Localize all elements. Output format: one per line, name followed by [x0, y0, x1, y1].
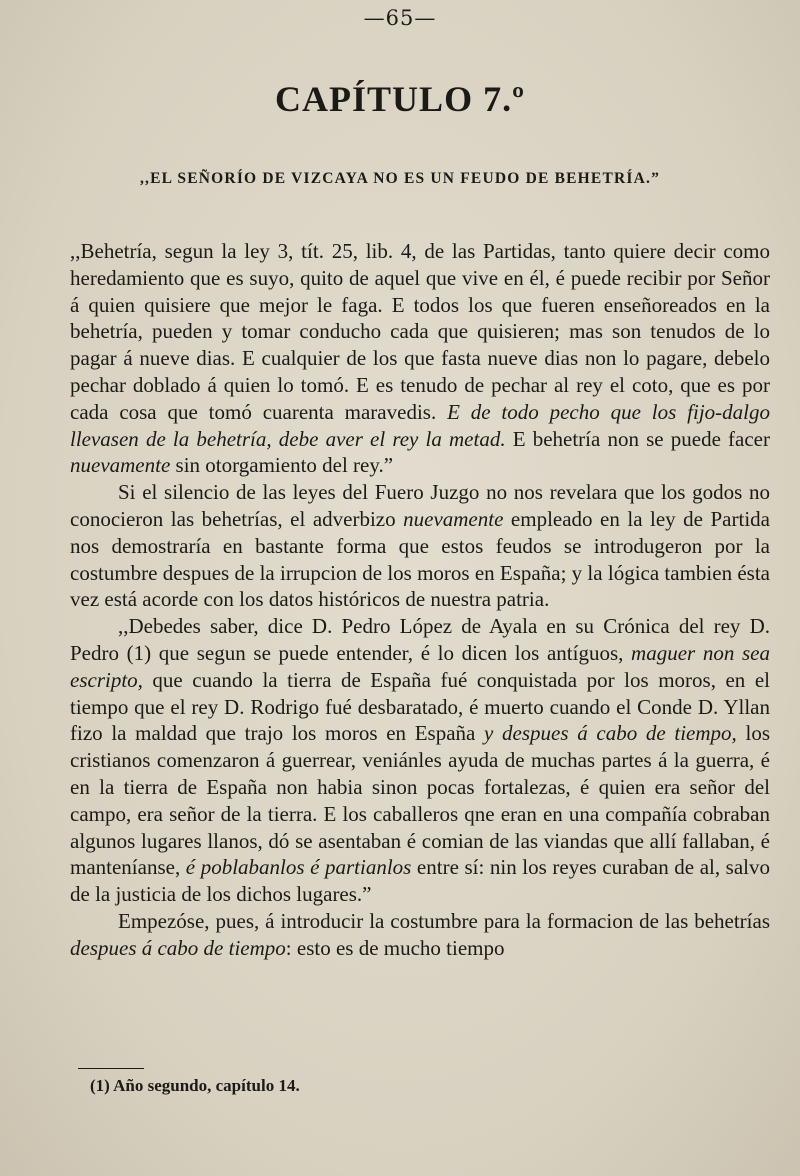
italic-text-run: y despues á cabo de tiempo, [484, 721, 737, 746]
text-run: E behetría non se puede facer [505, 426, 770, 451]
text-run: los cristianos comenzaron á guerrear, veniánles ayuda de muchas partes á la guerra, é en la tierra de España non habia sinon pocas fortalezas, é quien era señor del campo, era señor de la tierra. E los caballeros qne eran en una compañía cobraban algunos lugares llanos, dó se asentaban é comian de las viandas que allí fallaban, é manteníanse, [70, 721, 770, 880]
text-run: empleado en la ley de Partida nos demostraría en bastante forma que estos feudos se introdugeron por la costumbre despues de la irrupcion de los moros en España; y la lógica tambien ésta vez está acorde con los datos históricos de nuestra patria. [70, 506, 770, 612]
chapter-subtitle: ,,EL SEÑORÍO DE VIZCAYA NO ES UN FEUDO DE BEHETRÍA.” [139, 170, 661, 187]
italic-text-run: E de todo pecho que los fijo-dalgo llevasen de la behetría, debe aver el rey la metad. [70, 399, 770, 451]
text-run: que cuando la tierra de España fué conquistada por los moros, en el tiempo que el rey D. Rodrigo fué desbaratado, é muerto cuando el Conde D. Yllan fizo la maldad que trajo los moros en España [70, 667, 770, 746]
italic-text-run: nuevamente [403, 506, 504, 531]
footnote-divider [78, 1068, 144, 1069]
footnote: (1) Año segundo, capítulo 14. [90, 1076, 300, 1095]
body-text [70, 238, 770, 962]
italic-text-run: maguer non sea escripto, [70, 640, 770, 692]
text-run: Empezóse, pues, á introducir la costumbre para la formacion de las behetrías [118, 908, 770, 933]
paragraph [70, 479, 770, 613]
text-run: ,,Debedes saber, dice D. Pedro López de Ayala en su Crónica del rey D. Pedro (1) que segun se puede entender, é lo dicen los antíguos, [70, 614, 770, 665]
italic-text-run: é poblabanlos é partianlos [185, 855, 412, 880]
text-run: ,,Behetría, segun la ley 3, tít. 25, lib. 4, de las Partidas, tanto quiere decir como heredamiento que es suyo, quito de aquel que vive en él, é puede recibir por Señor á quien quisiere que mejor le faga. E todos los que fueren enseñoreados en la behetría, pueden y tomar conducho cada que quisieren; mas son tenudos de lo pagar á nueve dias. E cualquier de los que fasta nueve dias non lo pagare, debelo pechar doblado á quien lo tomó. E es tenudo de pechar al rey el coto, que es por cada cosa que tomó cuarenta maravedis. [70, 239, 770, 424]
text-run: : esto es de mucho tiempo [285, 935, 505, 960]
paragraph [70, 613, 770, 908]
page-number: —65— [363, 6, 437, 30]
paragraph [70, 238, 770, 479]
text-run: sin otorgamiento del rey.” [170, 453, 394, 478]
text-run: Si el silencio de las leyes del Fuero Juzgo no nos revelara que los godos no conocieron las behetrías, el adverbizo [70, 480, 770, 531]
chapter-title: CAPÍTULO 7.º [275, 79, 525, 119]
italic-text-run: nuevamente [70, 453, 171, 478]
text-run: entre sí: nin los reyes curaban de al, salvo de la justicia de los dichos lugares.” [70, 855, 770, 907]
paragraph [70, 908, 770, 962]
italic-text-run: despues á cabo de tiempo [70, 935, 286, 960]
